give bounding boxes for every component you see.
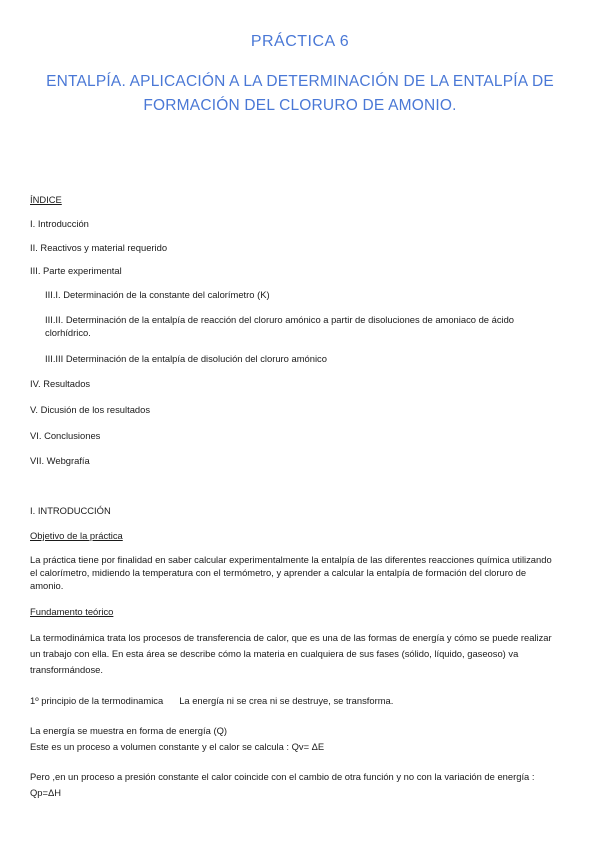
principle-text: La energía ni se crea ni se destruye, se transforma. [179,695,394,706]
subsection-heading: Fundamento teórico [30,606,114,617]
index-subitem: III.III Determinación de la entalpía de disolución del cloruro amónico [45,353,327,364]
principle-line [30,694,393,707]
index-heading: ÍNDICE [30,194,62,205]
index-item: V. Dicusión de los resultados [30,404,151,415]
paragraph-fundamento: La termodinámica trata los procesos de transferencia de calor, que es una de las formas de energía y cómo se puede realizar un trabajo con ella. En esta área se describe cómo la materia en cualquiera de sus fases (sólido, líquido, gaseoso) va transformándose. [30,632,552,675]
energy-line: La energía se muestra en forma de energía (Q) [30,725,227,736]
index-item: VI. Conclusiones [30,430,101,441]
index-item: II. Reactivos y material requerido [30,242,168,253]
subsection-heading: Objetivo de la práctica [30,530,123,541]
document-title: ENTALPÍA. APLICACIÓN A LA DETERMINACIÓN DE LA ENTALPÍA DE FORMACIÓN DEL CLORURO DE AMONIO. [46,73,554,114]
paragraph-objetivo: La práctica tiene por finalidad en saber calcular experimentalmente la entalpía de las diferentes reacciones química utilizando el calorímetro, midiendo la temperatura con el termómetro, y aprender a calcular la entalpía de formación del cloruro de amonio. [30,554,552,591]
index-item: IV. Resultados [30,378,91,389]
index-item: I. Introducción [30,218,89,229]
practice-number: PRÁCTICA 6 [250,33,350,50]
principle-label: 1º principio de la termodinamica [30,695,164,706]
energy-line: Este es un proceso a volumen constante y el calor se calcula : Qv= ΔE [30,741,325,752]
pressure-line: Pero ,en un proceso a presión constante el calor coincide con el cambio de otra función y no con la variación de energía : [30,771,535,782]
section-heading: I. INTRODUCCIÓN [30,505,111,516]
index-subitem: III.II. Determinación de la entalpía de reacción del cloruro amónico a partir de disoluciones de amoniaco de ácido clorhídrico. [45,314,515,338]
index-subitem: III.I. Determinación de la constante del calorímetro (K) [45,289,270,300]
index-item: III. Parte experimental [30,265,122,276]
index-item: VII. Webgrafía [30,455,90,466]
pressure-formula: Qp=ΔH [30,787,62,798]
